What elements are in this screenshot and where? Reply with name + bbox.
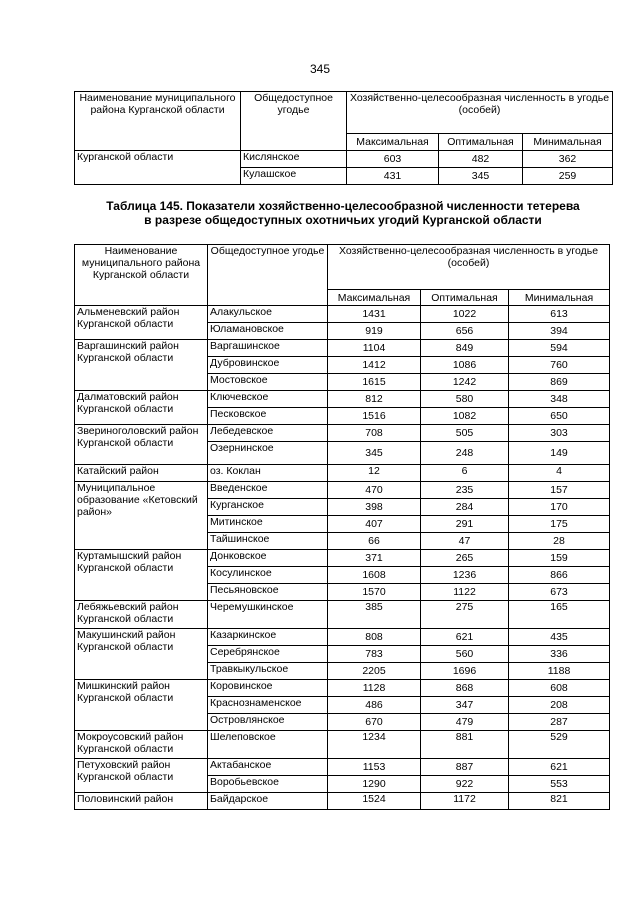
opt-cell: 347 (421, 697, 509, 714)
table-row (75, 759, 610, 776)
min-cell: 553 (509, 776, 610, 793)
max-cell: 345 (328, 442, 421, 465)
area-cell: Песковское (208, 408, 328, 425)
area-cell: Варгашинское (208, 340, 328, 357)
opt-cell: 868 (421, 680, 509, 697)
min-cell: 348 (509, 391, 610, 408)
table-row (75, 793, 610, 810)
region-cell: Куртамышский район Курганской области (75, 550, 208, 601)
min-cell: 170 (509, 499, 610, 516)
area-cell: Кулашское (241, 168, 347, 185)
header-area: Общедоступное угодье (208, 245, 328, 306)
table-row (75, 680, 610, 697)
area-cell: Черемушкинское (208, 601, 328, 629)
opt-cell: 1696 (421, 663, 509, 680)
header-max: Максимальная (328, 290, 421, 306)
region-cell: Петуховский район Курганской области (75, 759, 208, 793)
min-cell: 673 (509, 584, 610, 601)
area-cell: Травкыкульское (208, 663, 328, 680)
min-cell: 621 (509, 759, 610, 776)
table-row (75, 550, 610, 567)
opt-cell: 1242 (421, 374, 509, 391)
max-cell: 1290 (328, 776, 421, 793)
table-row (75, 601, 610, 629)
table-row (75, 391, 610, 408)
header-group: Хозяйственно-целесообразная численность в угодье (особей) (328, 245, 610, 290)
opt-cell: 47 (421, 533, 509, 550)
min-cell: 157 (509, 482, 610, 499)
min-cell: 175 (509, 516, 610, 533)
max-cell: 66 (328, 533, 421, 550)
max-cell: 1524 (328, 793, 421, 810)
max-cell: 470 (328, 482, 421, 499)
opt-cell: 1082 (421, 408, 509, 425)
min-cell: 1188 (509, 663, 610, 680)
min-cell: 760 (509, 357, 610, 374)
header-area: Общедоступное угодье (241, 92, 347, 151)
header-min: Минимальная (523, 134, 613, 151)
opt-cell: 284 (421, 499, 509, 516)
table-row (75, 151, 613, 168)
table-row (75, 731, 610, 759)
area-cell: Мостовское (208, 374, 328, 391)
opt-cell: 580 (421, 391, 509, 408)
opt-cell: 849 (421, 340, 509, 357)
area-cell: Краснознаменское (208, 697, 328, 714)
area-cell: Дубровинское (208, 357, 328, 374)
opt-cell: 1086 (421, 357, 509, 374)
opt-cell: 265 (421, 550, 509, 567)
max-cell: 1234 (328, 731, 421, 759)
region-cell: Мокроусовский район Курганской области (75, 731, 208, 759)
max-cell: 808 (328, 629, 421, 646)
area-cell: Юламановское (208, 323, 328, 340)
table-row (75, 465, 610, 482)
area-cell: Тайшинское (208, 533, 328, 550)
min-cell: 28 (509, 533, 610, 550)
region-cell: Макушинский район Курганской области (75, 629, 208, 680)
opt-cell: 479 (421, 714, 509, 731)
region-cell: Звериноголовский район Курганской области (75, 425, 208, 465)
min-cell: 259 (523, 168, 613, 185)
min-cell: 165 (509, 601, 610, 629)
opt-cell: 248 (421, 442, 509, 465)
max-cell: 398 (328, 499, 421, 516)
region-cell: Лебяжьевский район Курганской области (75, 601, 208, 629)
max-cell: 407 (328, 516, 421, 533)
header-group: Хозяйственно-целесообразная численность в угодье (особей) (347, 92, 613, 134)
min-cell: 650 (509, 408, 610, 425)
region-cell: Далматовский район Курганской области (75, 391, 208, 425)
area-cell: Песьяновское (208, 584, 328, 601)
opt-cell: 621 (421, 629, 509, 646)
min-cell: 159 (509, 550, 610, 567)
max-cell: 783 (328, 646, 421, 663)
max-cell: 919 (328, 323, 421, 340)
area-cell: Митинское (208, 516, 328, 533)
opt-cell: 291 (421, 516, 509, 533)
min-cell: 362 (523, 151, 613, 168)
opt-cell: 1236 (421, 567, 509, 584)
caption-line-1: Таблица 145. Показатели хозяйственно-целесообразной численности тетерева (106, 199, 580, 213)
header-min: Минимальная (509, 290, 610, 306)
min-cell: 594 (509, 340, 610, 357)
header-region: Наименование муниципального района Курганской области (75, 92, 241, 151)
max-cell: 486 (328, 697, 421, 714)
opt-cell: 505 (421, 425, 509, 442)
area-cell: Островлянское (208, 714, 328, 731)
region-cell: Муниципальное образование «Кетовский район» (75, 482, 208, 550)
region-cell: Мишкинский район Курганской области (75, 680, 208, 731)
min-cell: 435 (509, 629, 610, 646)
opt-cell: 1022 (421, 306, 509, 323)
min-cell: 821 (509, 793, 610, 810)
area-cell: Байдарское (208, 793, 328, 810)
opt-cell: 887 (421, 759, 509, 776)
min-cell: 336 (509, 646, 610, 663)
max-cell: 1153 (328, 759, 421, 776)
max-cell: 385 (328, 601, 421, 629)
max-cell: 812 (328, 391, 421, 408)
min-cell: 529 (509, 731, 610, 759)
region-cell: Катайский район (75, 465, 208, 482)
max-cell: 1104 (328, 340, 421, 357)
min-cell: 287 (509, 714, 610, 731)
area-cell: Ключевское (208, 391, 328, 408)
area-cell: Коровинское (208, 680, 328, 697)
area-cell: Кислянское (241, 151, 347, 168)
opt-cell: 6 (421, 465, 509, 482)
region-cell: Половинский район (75, 793, 208, 810)
min-cell: 613 (509, 306, 610, 323)
area-cell: Серебрянское (208, 646, 328, 663)
area-cell: Лебедевское (208, 425, 328, 442)
opt-cell: 922 (421, 776, 509, 793)
max-cell: 1608 (328, 567, 421, 584)
min-cell: 208 (509, 697, 610, 714)
max-cell: 1516 (328, 408, 421, 425)
region-cell: Альменевский район Курганской области (75, 306, 208, 340)
max-cell: 1431 (328, 306, 421, 323)
area-cell: Озернинское (208, 442, 328, 465)
min-cell: 869 (509, 374, 610, 391)
max-cell: 670 (328, 714, 421, 731)
header-opt: Оптимальная (439, 134, 523, 151)
max-cell: 12 (328, 465, 421, 482)
max-cell: 708 (328, 425, 421, 442)
opt-cell: 656 (421, 323, 509, 340)
region-cell: Курганской области (75, 151, 241, 185)
opt-cell: 560 (421, 646, 509, 663)
area-cell: Шелеповское (208, 731, 328, 759)
opt-cell: 881 (421, 731, 509, 759)
min-cell: 149 (509, 442, 610, 465)
area-cell: Алакульское (208, 306, 328, 323)
table-row (75, 482, 610, 499)
header-opt: Оптимальная (421, 290, 509, 306)
max-cell: 1412 (328, 357, 421, 374)
area-cell: Введенское (208, 482, 328, 499)
max-cell: 1615 (328, 374, 421, 391)
min-cell: 866 (509, 567, 610, 584)
opt-cell: 482 (439, 151, 523, 168)
opt-cell: 235 (421, 482, 509, 499)
page-number: 345 (309, 62, 331, 76)
min-cell: 303 (509, 425, 610, 442)
max-cell: 1128 (328, 680, 421, 697)
opt-cell: 275 (421, 601, 509, 629)
table-caption (74, 199, 612, 227)
area-cell: Актабанское (208, 759, 328, 776)
area-cell: оз. Коклан (208, 465, 328, 482)
area-cell: Казаркинское (208, 629, 328, 646)
min-cell: 608 (509, 680, 610, 697)
header-region: Наименование муниципального района Курганской области (75, 245, 208, 306)
grouse-table (74, 244, 610, 810)
region-cell: Варгашинский район Курганской области (75, 340, 208, 391)
area-cell: Косулинское (208, 567, 328, 584)
max-cell: 431 (347, 168, 439, 185)
min-cell: 394 (509, 323, 610, 340)
table-row (75, 629, 610, 646)
table-row (75, 306, 610, 323)
max-cell: 371 (328, 550, 421, 567)
max-cell: 2205 (328, 663, 421, 680)
max-cell: 1570 (328, 584, 421, 601)
max-cell: 603 (347, 151, 439, 168)
header-max: Максимальная (347, 134, 439, 151)
caption-line-2: в разрезе общедоступных охотничьих угодий Курганской области (144, 213, 542, 227)
min-cell: 4 (509, 465, 610, 482)
table-row (75, 340, 610, 357)
opt-cell: 1122 (421, 584, 509, 601)
area-cell: Воробьевское (208, 776, 328, 793)
opt-cell: 1172 (421, 793, 509, 810)
area-cell: Курганское (208, 499, 328, 516)
area-cell: Донковское (208, 550, 328, 567)
opt-cell: 345 (439, 168, 523, 185)
table-continuation (74, 91, 613, 185)
table-row (75, 425, 610, 442)
